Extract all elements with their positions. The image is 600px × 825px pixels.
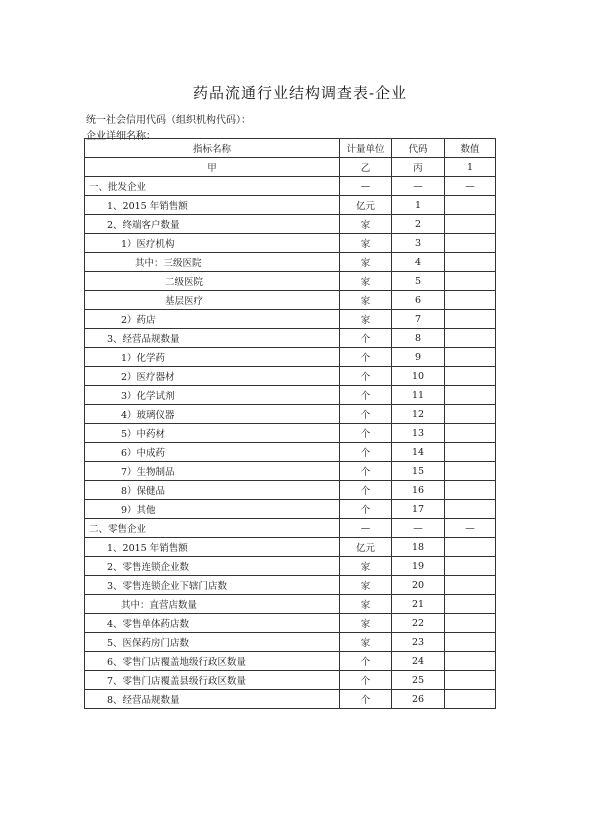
- row-unit: 个: [340, 367, 392, 386]
- survey-table: [84, 138, 496, 709]
- row-unit: 个: [340, 329, 392, 348]
- table-row: [85, 671, 496, 690]
- table-row: [85, 462, 496, 481]
- row-code: 13: [392, 424, 445, 443]
- header-code: 代码: [392, 139, 445, 158]
- row-indicator-name: 4、零售单体药店数: [85, 614, 340, 633]
- row-unit: 个: [340, 405, 392, 424]
- table-row: [85, 500, 496, 519]
- table-row: [85, 386, 496, 405]
- row-value-field[interactable]: [445, 329, 496, 348]
- row-unit: —: [340, 519, 392, 538]
- row-unit: 家: [340, 633, 392, 652]
- row-code: 19: [392, 557, 445, 576]
- table-row: [85, 272, 496, 291]
- row-code: 22: [392, 614, 445, 633]
- row-indicator-name: 3）化学试剂: [85, 386, 340, 405]
- row-unit: 家: [340, 253, 392, 272]
- row-indicator-name: 二、零售企业: [85, 519, 340, 538]
- row-unit: 家: [340, 234, 392, 253]
- column-code-name: 甲: [85, 158, 340, 177]
- row-value-field[interactable]: [445, 405, 496, 424]
- row-code: 3: [392, 234, 445, 253]
- row-unit: 个: [340, 690, 392, 709]
- table-row: [85, 253, 496, 272]
- row-value-field[interactable]: [445, 196, 496, 215]
- row-value-field[interactable]: [445, 215, 496, 234]
- row-value-field[interactable]: [445, 462, 496, 481]
- row-indicator-name: 其中：直营店数量: [85, 595, 340, 614]
- row-unit: 个: [340, 500, 392, 519]
- row-value-field[interactable]: [445, 367, 496, 386]
- table-row: [85, 576, 496, 595]
- row-value-field[interactable]: [445, 595, 496, 614]
- row-unit: 个: [340, 443, 392, 462]
- row-indicator-name: 2、终端客户数量: [85, 215, 340, 234]
- column-code-row: [85, 158, 496, 177]
- row-code: 23: [392, 633, 445, 652]
- row-unit: 家: [340, 291, 392, 310]
- row-value-field[interactable]: [445, 253, 496, 272]
- row-code: 24: [392, 652, 445, 671]
- row-indicator-name: 3、零售连锁企业下辖门店数: [85, 576, 340, 595]
- header-value: 数值: [445, 139, 496, 158]
- row-indicator-name: 1、2015 年销售额: [85, 196, 340, 215]
- row-value-field: —: [445, 519, 496, 538]
- row-value-field[interactable]: [445, 576, 496, 595]
- table-row: [85, 519, 496, 538]
- row-unit: 个: [340, 671, 392, 690]
- table-row: [85, 196, 496, 215]
- row-code: 11: [392, 386, 445, 405]
- row-code: 12: [392, 405, 445, 424]
- row-indicator-name: 2、零售连锁企业数: [85, 557, 340, 576]
- row-code: 1: [392, 196, 445, 215]
- row-value-field: —: [445, 177, 496, 196]
- row-value-field[interactable]: [445, 386, 496, 405]
- row-code: 25: [392, 671, 445, 690]
- row-value-field[interactable]: [445, 424, 496, 443]
- row-unit: 家: [340, 614, 392, 633]
- row-value-field[interactable]: [445, 443, 496, 462]
- row-value-field[interactable]: [445, 234, 496, 253]
- table-row: [85, 443, 496, 462]
- table-row: [85, 291, 496, 310]
- row-indicator-name: 9）其他: [85, 500, 340, 519]
- row-indicator-name: 一、批发企业: [85, 177, 340, 196]
- row-unit: 亿元: [340, 538, 392, 557]
- row-unit: 个: [340, 652, 392, 671]
- row-indicator-name: 7）生物制品: [85, 462, 340, 481]
- row-unit: 家: [340, 595, 392, 614]
- table-row: [85, 633, 496, 652]
- header-row: [85, 139, 496, 158]
- row-unit: 家: [340, 576, 392, 595]
- table-row: [85, 405, 496, 424]
- row-indicator-name: 1）化学药: [85, 348, 340, 367]
- row-unit: 家: [340, 557, 392, 576]
- row-value-field[interactable]: [445, 633, 496, 652]
- row-code: 9: [392, 348, 445, 367]
- header-unit: 计量单位: [340, 139, 392, 158]
- row-indicator-name: 1）医疗机构: [85, 234, 340, 253]
- row-unit: 个: [340, 386, 392, 405]
- survey-table-body: [85, 177, 496, 709]
- row-unit: 家: [340, 310, 392, 329]
- row-code: 6: [392, 291, 445, 310]
- row-indicator-name: 5）中药材: [85, 424, 340, 443]
- row-indicator-name: 2）医疗器材: [85, 367, 340, 386]
- row-unit: —: [340, 177, 392, 196]
- row-code: 17: [392, 500, 445, 519]
- row-value-field[interactable]: [445, 310, 496, 329]
- row-indicator-name: 4）玻璃仪器: [85, 405, 340, 424]
- row-indicator-name: 5、医保药房门店数: [85, 633, 340, 652]
- table-row: [85, 557, 496, 576]
- header-indicator-name: 指标名称: [85, 139, 340, 158]
- row-unit: 个: [340, 481, 392, 500]
- table-row: [85, 481, 496, 500]
- table-row: [85, 614, 496, 633]
- row-code: 10: [392, 367, 445, 386]
- row-indicator-name: 2）药店: [85, 310, 340, 329]
- table-row: [85, 329, 496, 348]
- row-value-field[interactable]: [445, 481, 496, 500]
- table-row: [85, 538, 496, 557]
- row-code: 5: [392, 272, 445, 291]
- row-value-field[interactable]: [445, 614, 496, 633]
- table-row: [85, 234, 496, 253]
- row-indicator-name: 8、经营品规数量: [85, 690, 340, 709]
- table-row: [85, 177, 496, 196]
- row-code: 14: [392, 443, 445, 462]
- row-code: 26: [392, 690, 445, 709]
- row-indicator-name: 其中：三级医院: [85, 253, 340, 272]
- table-row: [85, 310, 496, 329]
- row-value-field[interactable]: [445, 348, 496, 367]
- row-unit: 个: [340, 424, 392, 443]
- row-indicator-name: 7、零售门店覆盖县级行政区数量: [85, 671, 340, 690]
- column-code-value: 1: [445, 158, 496, 177]
- row-code: 18: [392, 538, 445, 557]
- row-value-field[interactable]: [445, 500, 496, 519]
- row-indicator-name: 6）中成药: [85, 443, 340, 462]
- table-row: [85, 595, 496, 614]
- row-unit: 亿元: [340, 196, 392, 215]
- row-code: 20: [392, 576, 445, 595]
- table-row: [85, 215, 496, 234]
- table-row: [85, 690, 496, 709]
- row-code: 4: [392, 253, 445, 272]
- row-unit: 家: [340, 215, 392, 234]
- row-value-field[interactable]: [445, 291, 496, 310]
- row-indicator-name: 1、2015 年销售额: [85, 538, 340, 557]
- row-unit: 家: [340, 272, 392, 291]
- row-value-field[interactable]: [445, 272, 496, 291]
- table-row: [85, 652, 496, 671]
- row-indicator-name: 二级医院: [85, 272, 340, 291]
- row-code: 2: [392, 215, 445, 234]
- row-indicator-name: 6、零售门店覆盖地级行政区数量: [85, 652, 340, 671]
- credit-code-label: 统一社会信用代码（组织机构代码）：: [86, 115, 251, 126]
- row-code: 16: [392, 481, 445, 500]
- company-name-label: 企业详细名称：: [86, 131, 156, 142]
- column-code-code: 丙: [392, 158, 445, 177]
- row-indicator-name: 基层医疗: [85, 291, 340, 310]
- row-value-field[interactable]: [445, 557, 496, 576]
- row-code: 8: [392, 329, 445, 348]
- table-row: [85, 348, 496, 367]
- row-value-field[interactable]: [445, 671, 496, 690]
- page-title: 药品流通行业结构调查表-企业: [192, 84, 408, 102]
- row-code: —: [392, 519, 445, 538]
- row-indicator-name: 8）保健品: [85, 481, 340, 500]
- table-row: [85, 367, 496, 386]
- row-value-field[interactable]: [445, 690, 496, 709]
- row-indicator-name: 3、经营品规数量: [85, 329, 340, 348]
- row-unit: 个: [340, 348, 392, 367]
- row-unit: 个: [340, 462, 392, 481]
- row-code: 7: [392, 310, 445, 329]
- row-code: 15: [392, 462, 445, 481]
- row-value-field[interactable]: [445, 652, 496, 671]
- column-code-unit: 乙: [340, 158, 392, 177]
- row-value-field[interactable]: [445, 538, 496, 557]
- table-row: [85, 424, 496, 443]
- row-code: —: [392, 177, 445, 196]
- row-code: 21: [392, 595, 445, 614]
